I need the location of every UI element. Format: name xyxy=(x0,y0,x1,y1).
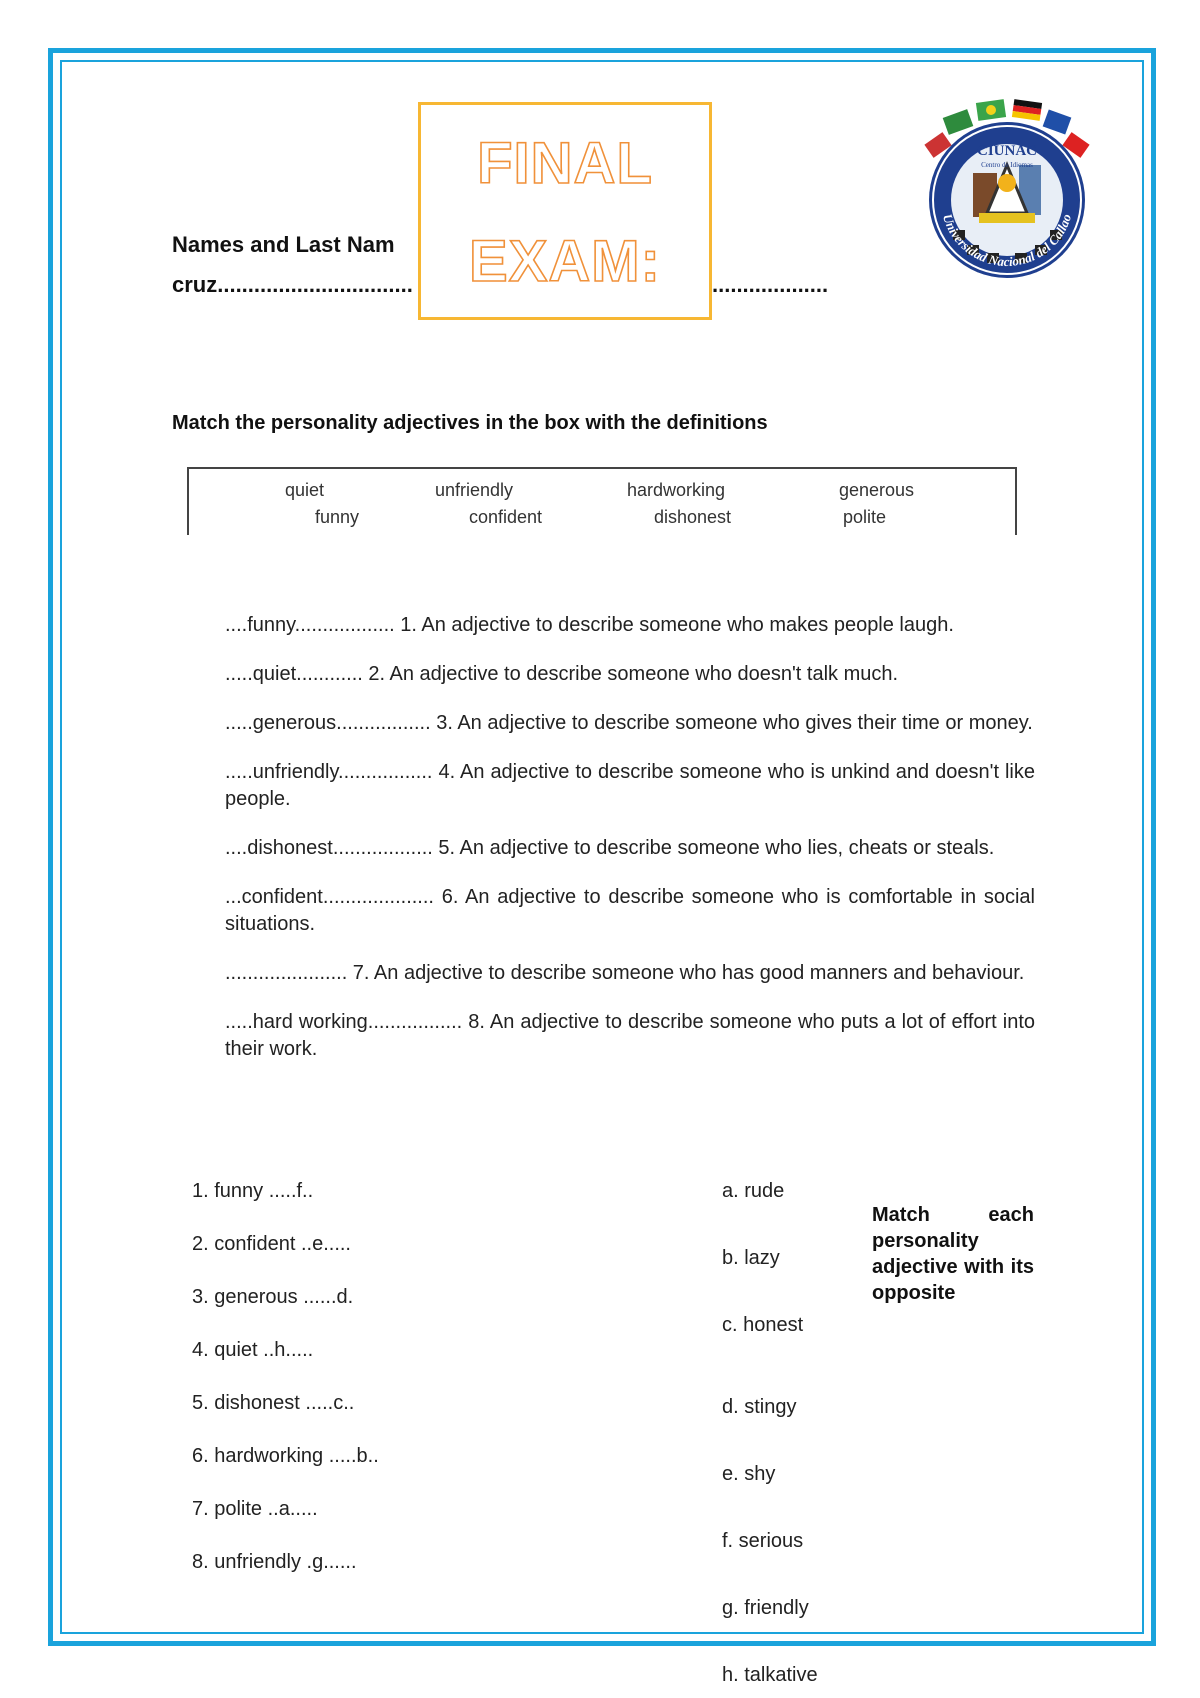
names-label: Names and Last Nam xyxy=(172,232,395,257)
section2-instruction: Match each personality adjective with its opposite xyxy=(872,1204,1034,1304)
banner-line-2: EXAM: xyxy=(469,229,661,294)
box-word: polite xyxy=(843,507,887,527)
box-word: quiet xyxy=(285,480,325,500)
list-item: h. talkative xyxy=(722,1664,818,1686)
final-exam-banner xyxy=(418,102,712,320)
list-item: 5. dishonest .....c.. xyxy=(192,1392,355,1414)
ciunac-logo xyxy=(915,95,1100,285)
list-item: 6. hardworking .....b.. xyxy=(192,1445,379,1467)
box-word: funny xyxy=(315,507,360,527)
definition-item: .....hard working................. 8. An adjective to describe someone who puts a lot of effort into their work. xyxy=(225,1011,1035,1060)
list-item: 2. confident ..e..... xyxy=(192,1233,351,1255)
list-item: 8. unfriendly .g...... xyxy=(192,1551,357,1573)
logo-ring-text: Universidad Nacional del Callao xyxy=(939,212,1075,270)
banner-line-1: FINAL xyxy=(477,131,653,196)
section1-instruction: Match the personality adjectives in the box with the definitions xyxy=(172,412,768,434)
box-word: confident xyxy=(469,507,543,527)
logo-title: CIUNAC xyxy=(977,143,1037,159)
definition-item: .....generous................. 3. An adjective to describe someone who gives their time or money. xyxy=(225,712,1033,734)
box-word: dishonest xyxy=(654,507,732,527)
logo-subtitle: Centro de Idiomas xyxy=(981,161,1033,169)
definitions-list xyxy=(225,612,1035,1085)
definition-item: ....dishonest.................. 5. An adjective to describe someone who lies, cheats or steals. xyxy=(225,837,995,859)
definition-item: ...................... 7. An adjective to describe someone who has good manners and behaviour. xyxy=(225,962,1025,984)
list-item: b. lazy xyxy=(722,1247,780,1269)
list-item: a. rude xyxy=(722,1180,785,1202)
list-item: 1. funny .....f.. xyxy=(192,1180,314,1202)
list-item: 4. quiet ..h..... xyxy=(192,1339,314,1361)
list-item: f. serious xyxy=(722,1530,804,1552)
box-word: generous xyxy=(839,480,915,500)
definition-item: .....quiet............ 2. An adjective to describe someone who doesn't talk much. xyxy=(225,663,899,685)
box-word: hardworking xyxy=(627,480,726,500)
list-item: d. stingy xyxy=(722,1396,797,1418)
list-item: 7. polite ..a..... xyxy=(192,1498,318,1520)
box-word: unfriendly xyxy=(435,480,514,500)
adjective-word-box xyxy=(187,467,1017,535)
definition-item: .....unfriendly................. 4. An adjective to describe someone who is unkind and doesn't like people. xyxy=(225,761,1035,810)
list-item: 3. generous ......d. xyxy=(192,1286,354,1308)
names-value-text: cruz................................ xyxy=(172,272,413,297)
names-value xyxy=(172,272,413,298)
names-value-tail: ................... xyxy=(712,272,829,297)
list-item: c. honest xyxy=(722,1314,804,1336)
definition-item: ...confident.................... 6. An adjective to describe someone who is comfortable in social situations. xyxy=(225,886,1035,935)
list-item: g. friendly xyxy=(722,1597,809,1619)
definition-item: ....funny.................. 1. An adjective to describe someone who makes people laugh. xyxy=(225,614,954,636)
list-item: e. shy xyxy=(722,1463,776,1485)
